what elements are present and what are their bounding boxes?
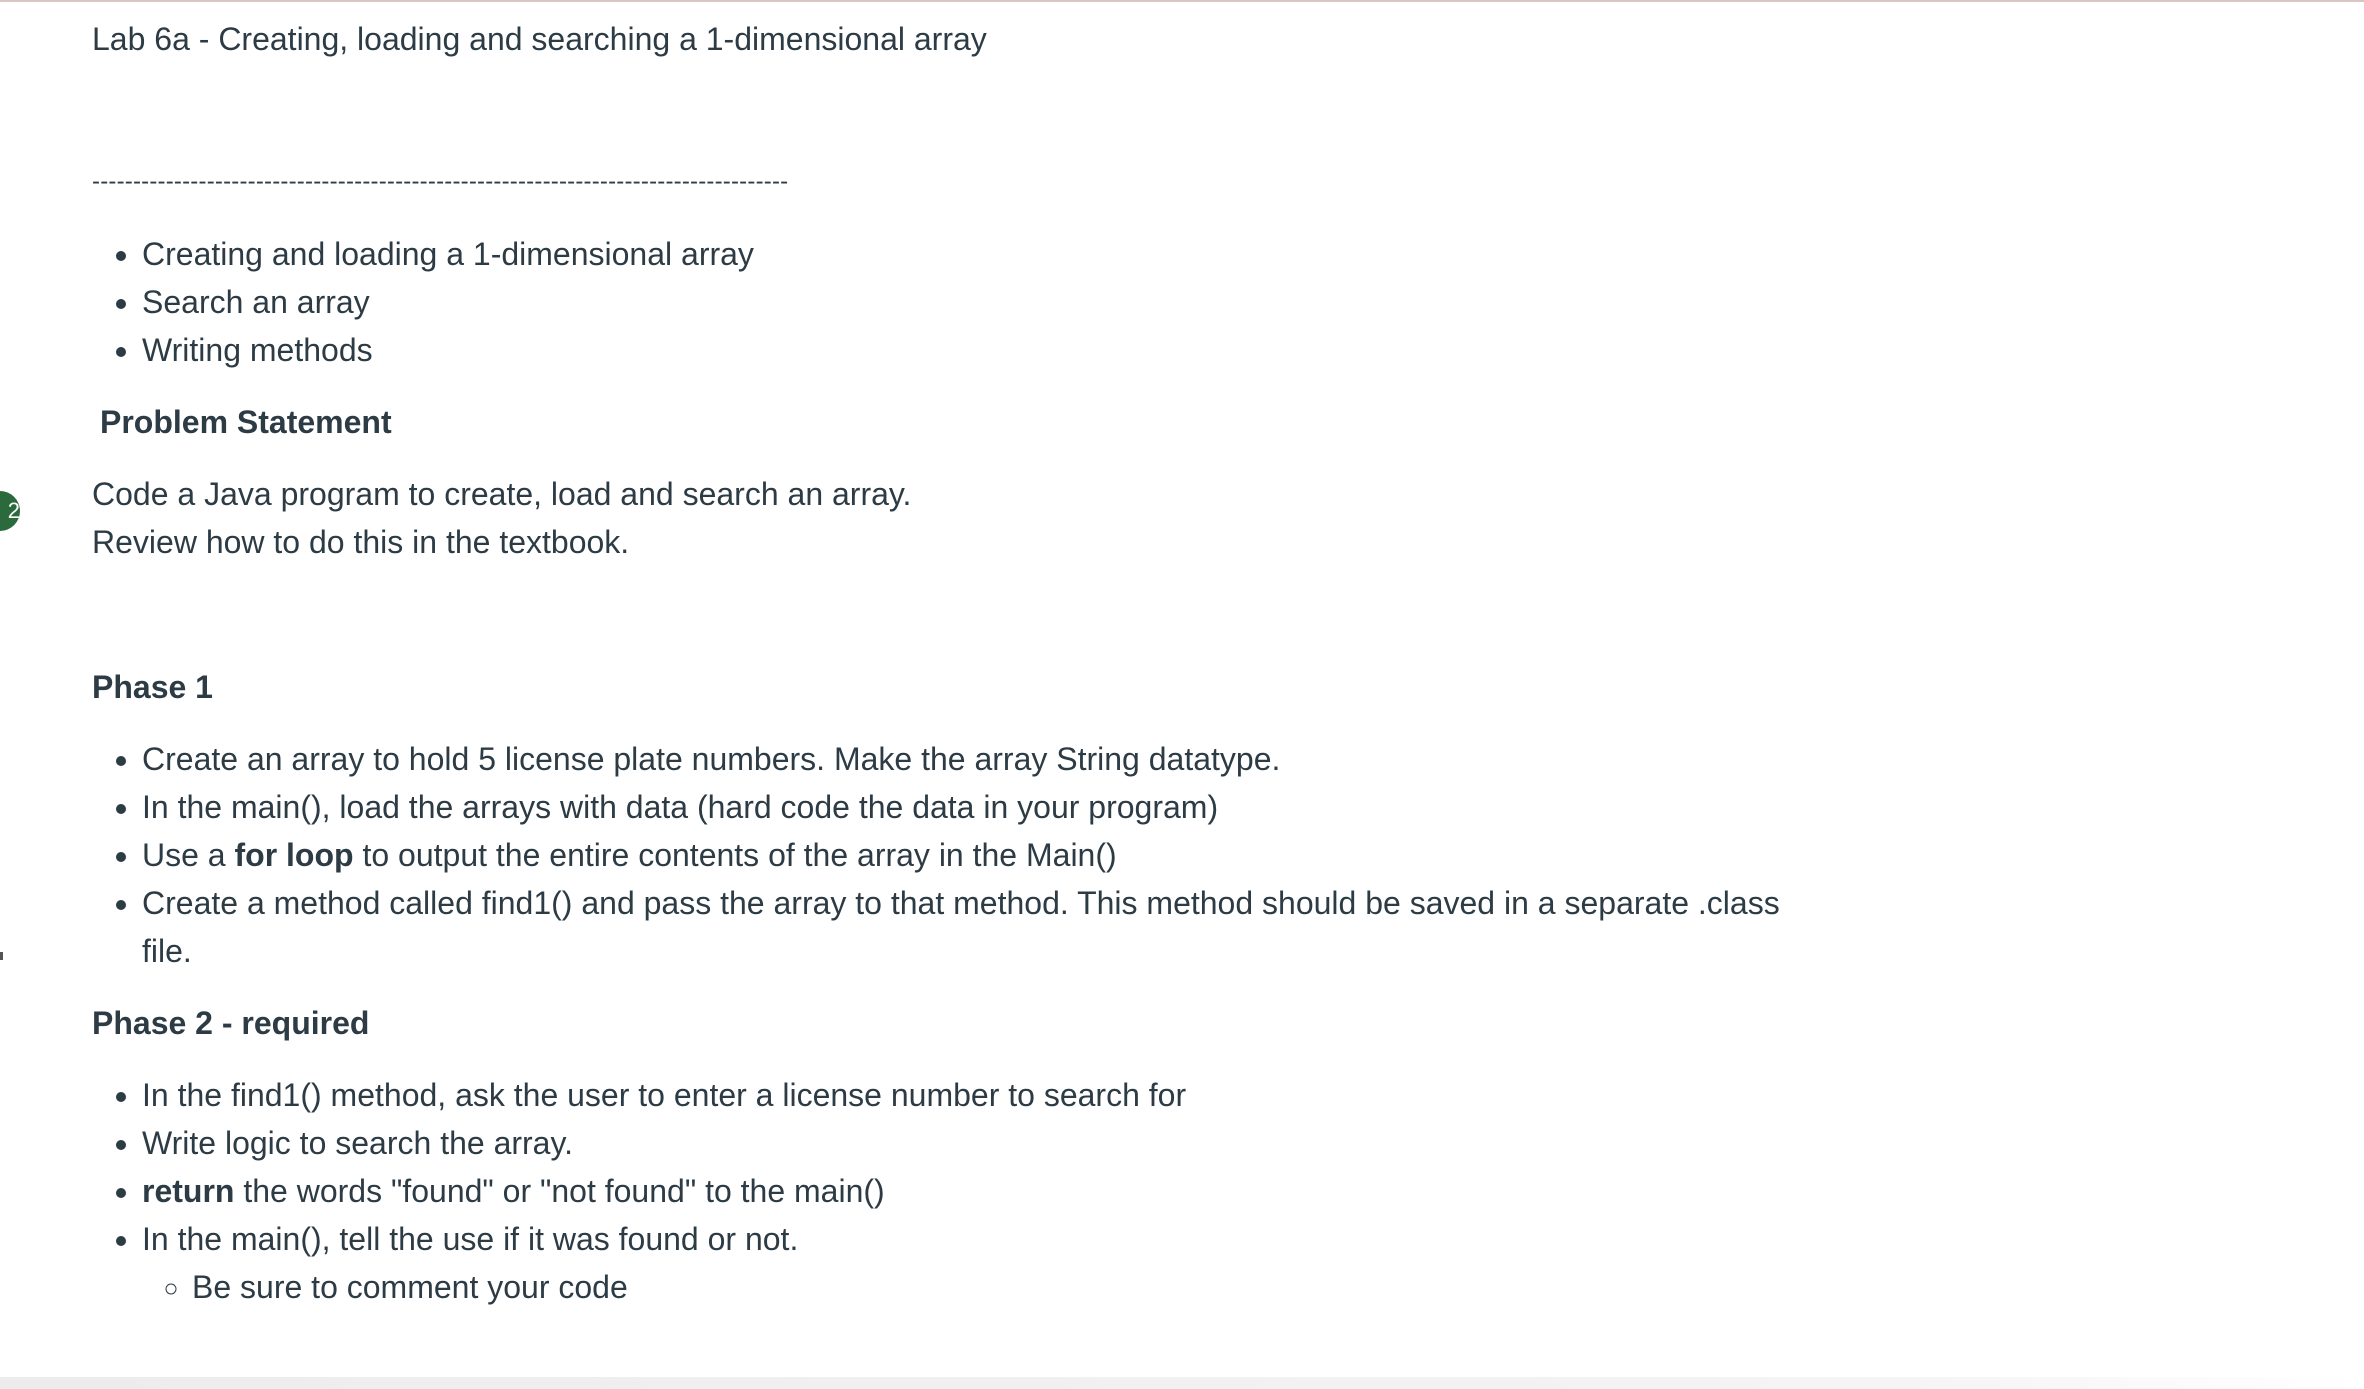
comment-count-badge[interactable] [0,491,20,531]
list-item: • Search an array [142,278,754,326]
phase-1-heading: Phase 1 [92,669,213,705]
phase-1-list [92,735,1822,975]
list-item-text: Use a [142,837,235,873]
top-border [0,0,2364,2]
return-keyword: return [142,1173,235,1209]
edge-marker [0,952,3,960]
list-item-text: to output the entire contents of the array in the Main() [353,837,1117,873]
dashed-separator: ------------------------------------------------------------------------------------- [92,168,789,195]
bottom-shadow [0,1377,2364,1389]
problem-line-1: Code a Java program to create, load and search an array. [92,476,912,512]
list-item: • Write logic to search the array. [142,1119,1822,1167]
list-item [142,831,1822,879]
list-item-text: the words "found" or "not found" to the main() [234,1173,885,1209]
phase-2-sub-list [142,1263,1822,1311]
page-title: Lab 6a - Creating, loading and searching a 1-dimensional array [92,21,987,57]
list-item: • In the find1() method, ask the user to enter a license number to search for [142,1071,1822,1119]
phase-2-heading: Phase 2 - required [92,1005,370,1041]
list-item: • Creating and loading a 1-dimensional array [142,230,754,278]
problem-line-2: Review how to do this in the textbook. [92,524,630,560]
list-item: • Create an array to hold 5 license plate numbers. Make the array String datatype. [142,735,1822,783]
list-item [142,1167,1822,1215]
for-loop-keyword: for loop [234,837,354,873]
comment-count: 2 [7,498,20,523]
sub-list-item: ◦ Be sure to comment your code [192,1263,1822,1311]
phase-2-list [92,1071,1822,1311]
objectives-list [92,230,754,374]
list-item-text: In the main(), tell the use if it was found or not. [142,1221,799,1257]
list-item: • Create a method called find1() and pass the array to that method. This method should be saved in a separate .class file. [142,879,1822,975]
list-item: • In the main(), load the arrays with data (hard code the data in your program) [142,783,1822,831]
problem-statement-heading: Problem Statement [100,404,392,440]
list-item [142,1215,1822,1311]
list-item: • Writing methods [142,326,754,374]
